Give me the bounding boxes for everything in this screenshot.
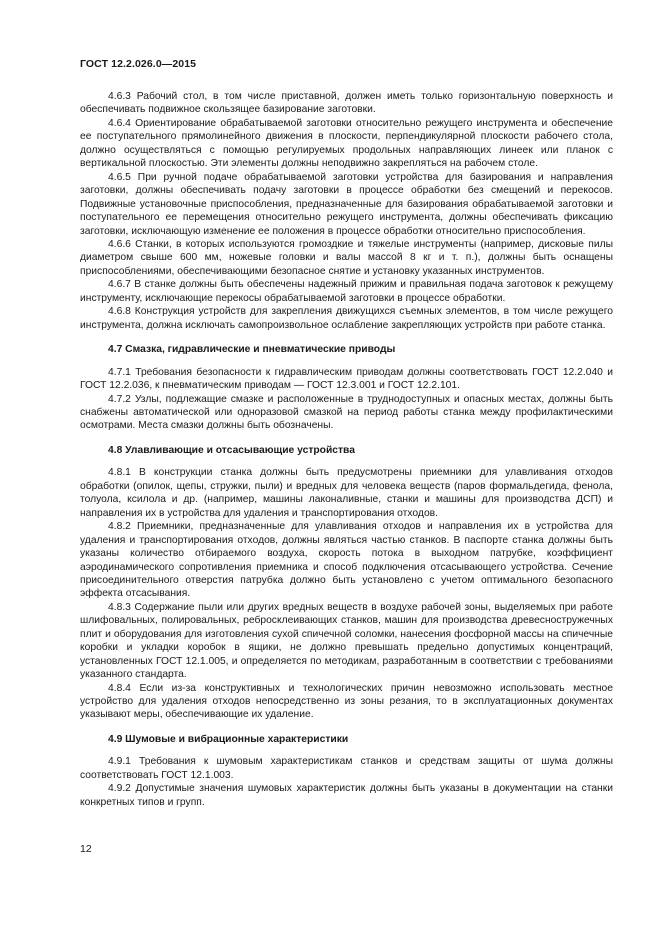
paragraph-4-9-2: 4.9.2 Допустимые значения шумовых характеристик должны быть указаны в документации на станки конкретных типов и групп. — [80, 783, 613, 808]
document-header: ГОСТ 12.2.026.0—2015 — [80, 58, 197, 70]
page-number: 12 — [80, 843, 92, 855]
paragraph-4-8-1: 4.8.1 В конструкции станка должны быть предусмотрены приемники для улавливания отходов обработки (опилок, щепы, стружки, пыли) и вредных для человека веществ (паров формальдегида, фенола, толуола, ксилола и др. (например, машины лаконаливные, станки и машины для производства ДСП) и направления их в устройства для удаления и транспортирования отходов. — [80, 467, 613, 519]
paragraph-4-8-3: 4.8.3 Содержание пыли или других вредных веществ в воздухе рабочей зоны, выделяемых при работе шлифовальных, полировальных, ребросклеивающих станков, машин для производства древесностружечных плит и оборудования для изготовления сухой спичечной соломки, нанесения фосфорной массы на спичечные коробки и укладки коробок в ящики, не должно превышать предельно допустимых концентраций, установленных ГОСТ 12.1.005, и определяется по методикам, разработанным в соответствии с требованиями указанного стандарта. — [80, 601, 613, 681]
document-body — [80, 90, 613, 809]
section-heading-4-9: 4.9 Шумовые и вибрационные характеристики — [108, 733, 349, 745]
paragraph-4-6-4: 4.6.4 Ориентирование обрабатываемой заготовки относительно режущего инструмента и обеспечение ее поступательного прямолинейного движения в плоскости, перпендикулярной плоскости рабочего стола, должно осуществляться с помощью регулируемых продольных направляющих линеек или планок с вертикальной плоскостью. Эти элементы должны неподвижно закрепляться на рабочем столе. — [80, 117, 613, 170]
paragraph-4-6-3: 4.6.3 Рабочий стол, в том числе приставной, должен иметь только горизонтальную поверхность и обеспечивать подвижное скользящее базирование заготовки. — [80, 91, 613, 116]
paragraph-4-7-2: 4.7.2 Узлы, подлежащие смазке и расположенные в труднодоступных и опасных местах, должны быть снабжены автоматической или одноразовой смазкой на период работы станка между профилактическими осмотрами. Места смазки должны быть обозначены. — [80, 393, 613, 432]
paragraph-4-6-5: 4.6.5 При ручной подаче обрабатываемой заготовки устройства для базирования и направления заготовки, должны обеспечивать подачу заготовки в процессе обработки без смещений и перекосов. Подвижные установочные приспособления, предназначенные для базирования обрабатываемой заготовки и поступательного ее перемещения относительно режущего инструмента, должны обеспечивать фиксацию заготовки, исключающую изменение ее положения в процессе обработки относительно приспособления. — [80, 171, 613, 237]
paragraph-4-7-1: 4.7.1 Требования безопасности к гидравлическим приводам должны соответствовать ГОСТ 12.2.040 и ГОСТ 12.2.036, к пневматическим приводам — ГОСТ 12.3.001 и ГОСТ 12.2.101. — [80, 366, 613, 392]
paragraph-4-8-4: 4.8.4 Если из-за конструктивных и технологических причин невозможно использовать местное устройство для удаления отходов непосредственно из зоны резания, то в эксплуатационных документах указывают меры, обеспечивающие их удаление. — [80, 682, 613, 721]
paragraph-4-6-7: 4.6.7 В станке должны быть обеспечены надежный прижим и правильная подача заготовок к режущему инструменту, исключающие перекосы обрабатываемой заготовки в процессе обработки. — [80, 279, 613, 304]
section-heading-4-7: 4.7 Смазка, гидравлические и пневматические приводы — [108, 344, 396, 356]
section-heading-4-8: 4.8 Улавливающие и отсасывающие устройства — [108, 444, 355, 456]
paragraph-4-6-8: 4.6.8 Конструкция устройств для закрепления движущихся съемных элементов, в том числе режущего инструмента, должна исключать самопроизвольное ослабление закрепляющих устройств при работе станка. — [80, 306, 613, 331]
paragraph-4-6-6: 4.6.6 Станки, в которых используются громоздкие и тяжелые инструменты (например, дисковые пилы диаметром свыше 600 мм, ножевые головки и валы массой 8 кг и т. п.), должны быть оснащены приспособлениями, обеспечивающими безопасное снятие и установку указанных инструментов. — [80, 238, 613, 277]
paragraph-4-8-2: 4.8.2 Приемники, предназначенные для улавливания отходов и направления их в устройства для удаления и транспортирования отходов, должны являться частью станков. В паспорте станка должны быть указаны количество отбираемого воздуха, скорость потока в выходном патрубке, коэффициент аэродинамического сопротивления приемника и способ подключения отсасывающего устройства. Сечение присоединительного отверстия патрубка должно быть установлено с учетом оптимального безопасного эффекта отсасывания. — [80, 521, 613, 600]
paragraph-4-9-1: 4.9.1 Требования к шумовым характеристикам станков и средствам защиты от шума должны соответствовать ГОСТ 12.1.003. — [80, 756, 613, 781]
